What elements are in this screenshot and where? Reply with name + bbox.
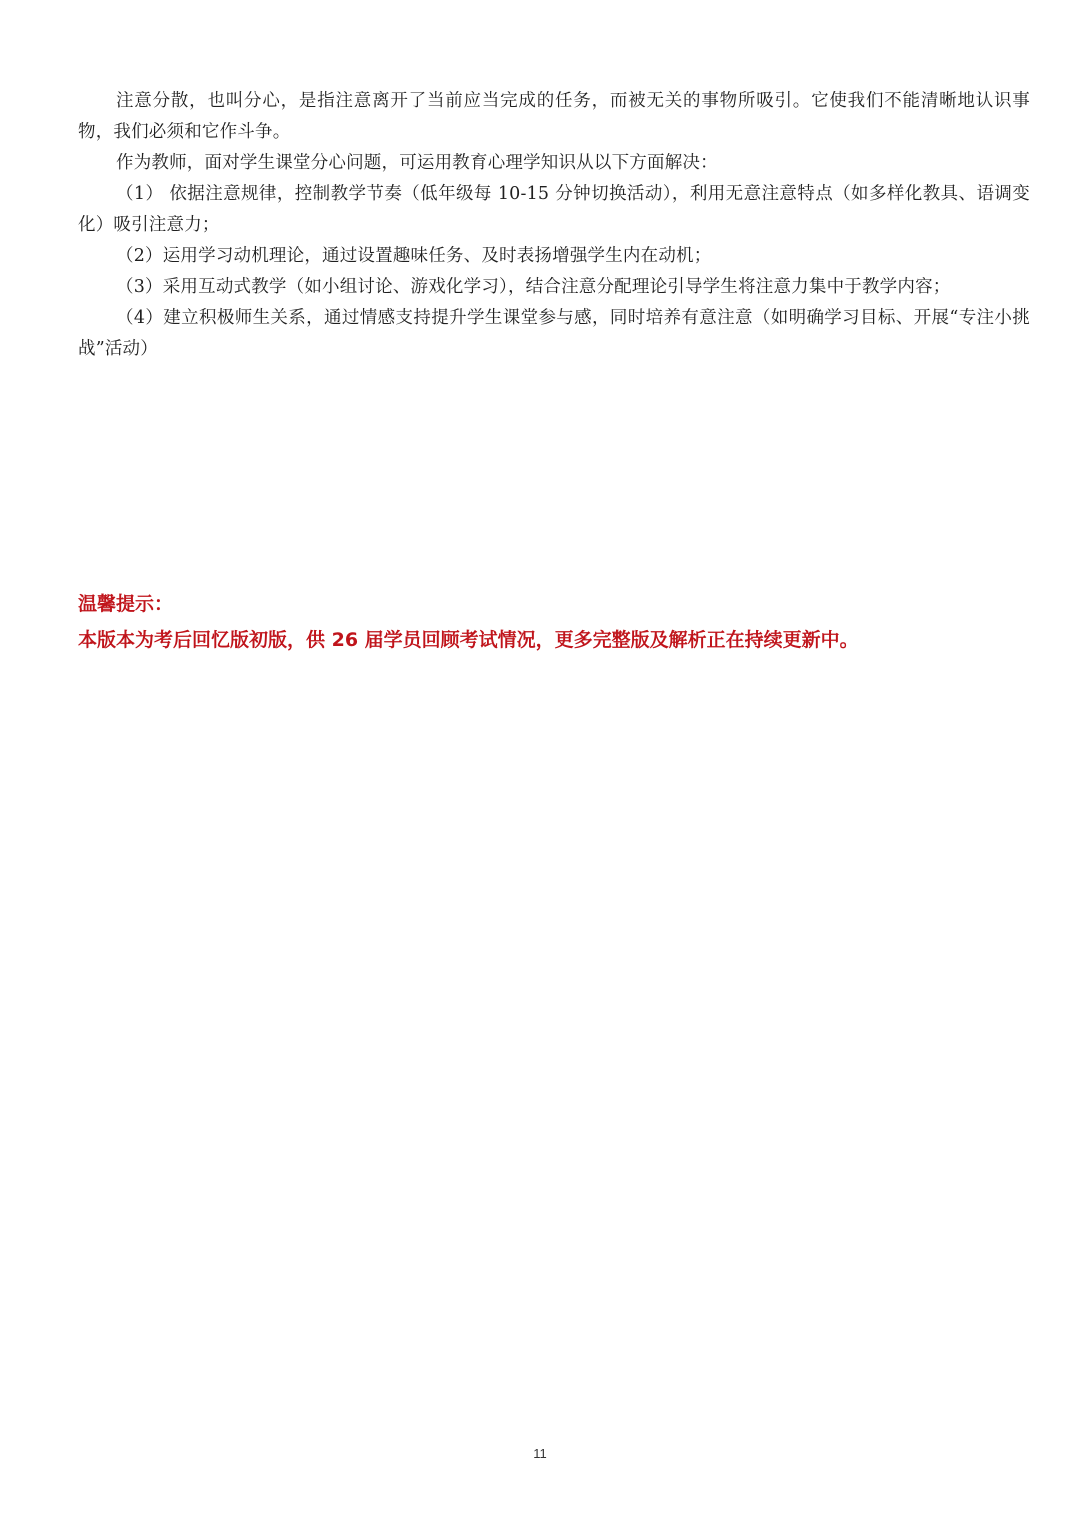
notice-text: 本版本为考后回忆版初版，供 26 届学员回顾考试情况，更多完整版及解析正在持续更新中。 xyxy=(78,629,859,651)
paragraph-point-1: （1） 依据注意规律，控制教学节奏（低年级每 10-15 分钟切换活动），利用无意注意特点（如多样化教具、语调变化）吸引注意力； xyxy=(78,184,1030,235)
paragraph-intro: 作为教师，面对学生课堂分心问题，可运用教育心理学知识从以下方面解决： xyxy=(116,153,718,173)
notice-title: 温馨提示： xyxy=(78,593,174,615)
warm-tip-notice xyxy=(78,587,1038,657)
answer-body xyxy=(78,86,1030,365)
paragraph-point-2: （2）运用学习动机理论，通过设置趣味任务、及时表扬增强学生内在动机； xyxy=(116,246,712,266)
paragraph-point-3: （3）采用互动式教学（如小组讨论、游戏化学习），结合注意分配理论引导学生将注意力集中于教学内容； xyxy=(116,277,951,297)
paragraph-definition: 注意分散，也叫分心，是指注意离开了当前应当完成的任务，而被无关的事物所吸引。它使我们不能清晰地认识事物，我们必须和它作斗争。 xyxy=(78,91,1030,142)
page-number: 11 xyxy=(533,1446,547,1461)
paragraph-point-4: （4）建立积极师生关系，通过情感支持提升学生课堂参与感，同时培养有意注意（如明确学习目标、开展“专注小挑战”活动） xyxy=(78,308,1030,359)
